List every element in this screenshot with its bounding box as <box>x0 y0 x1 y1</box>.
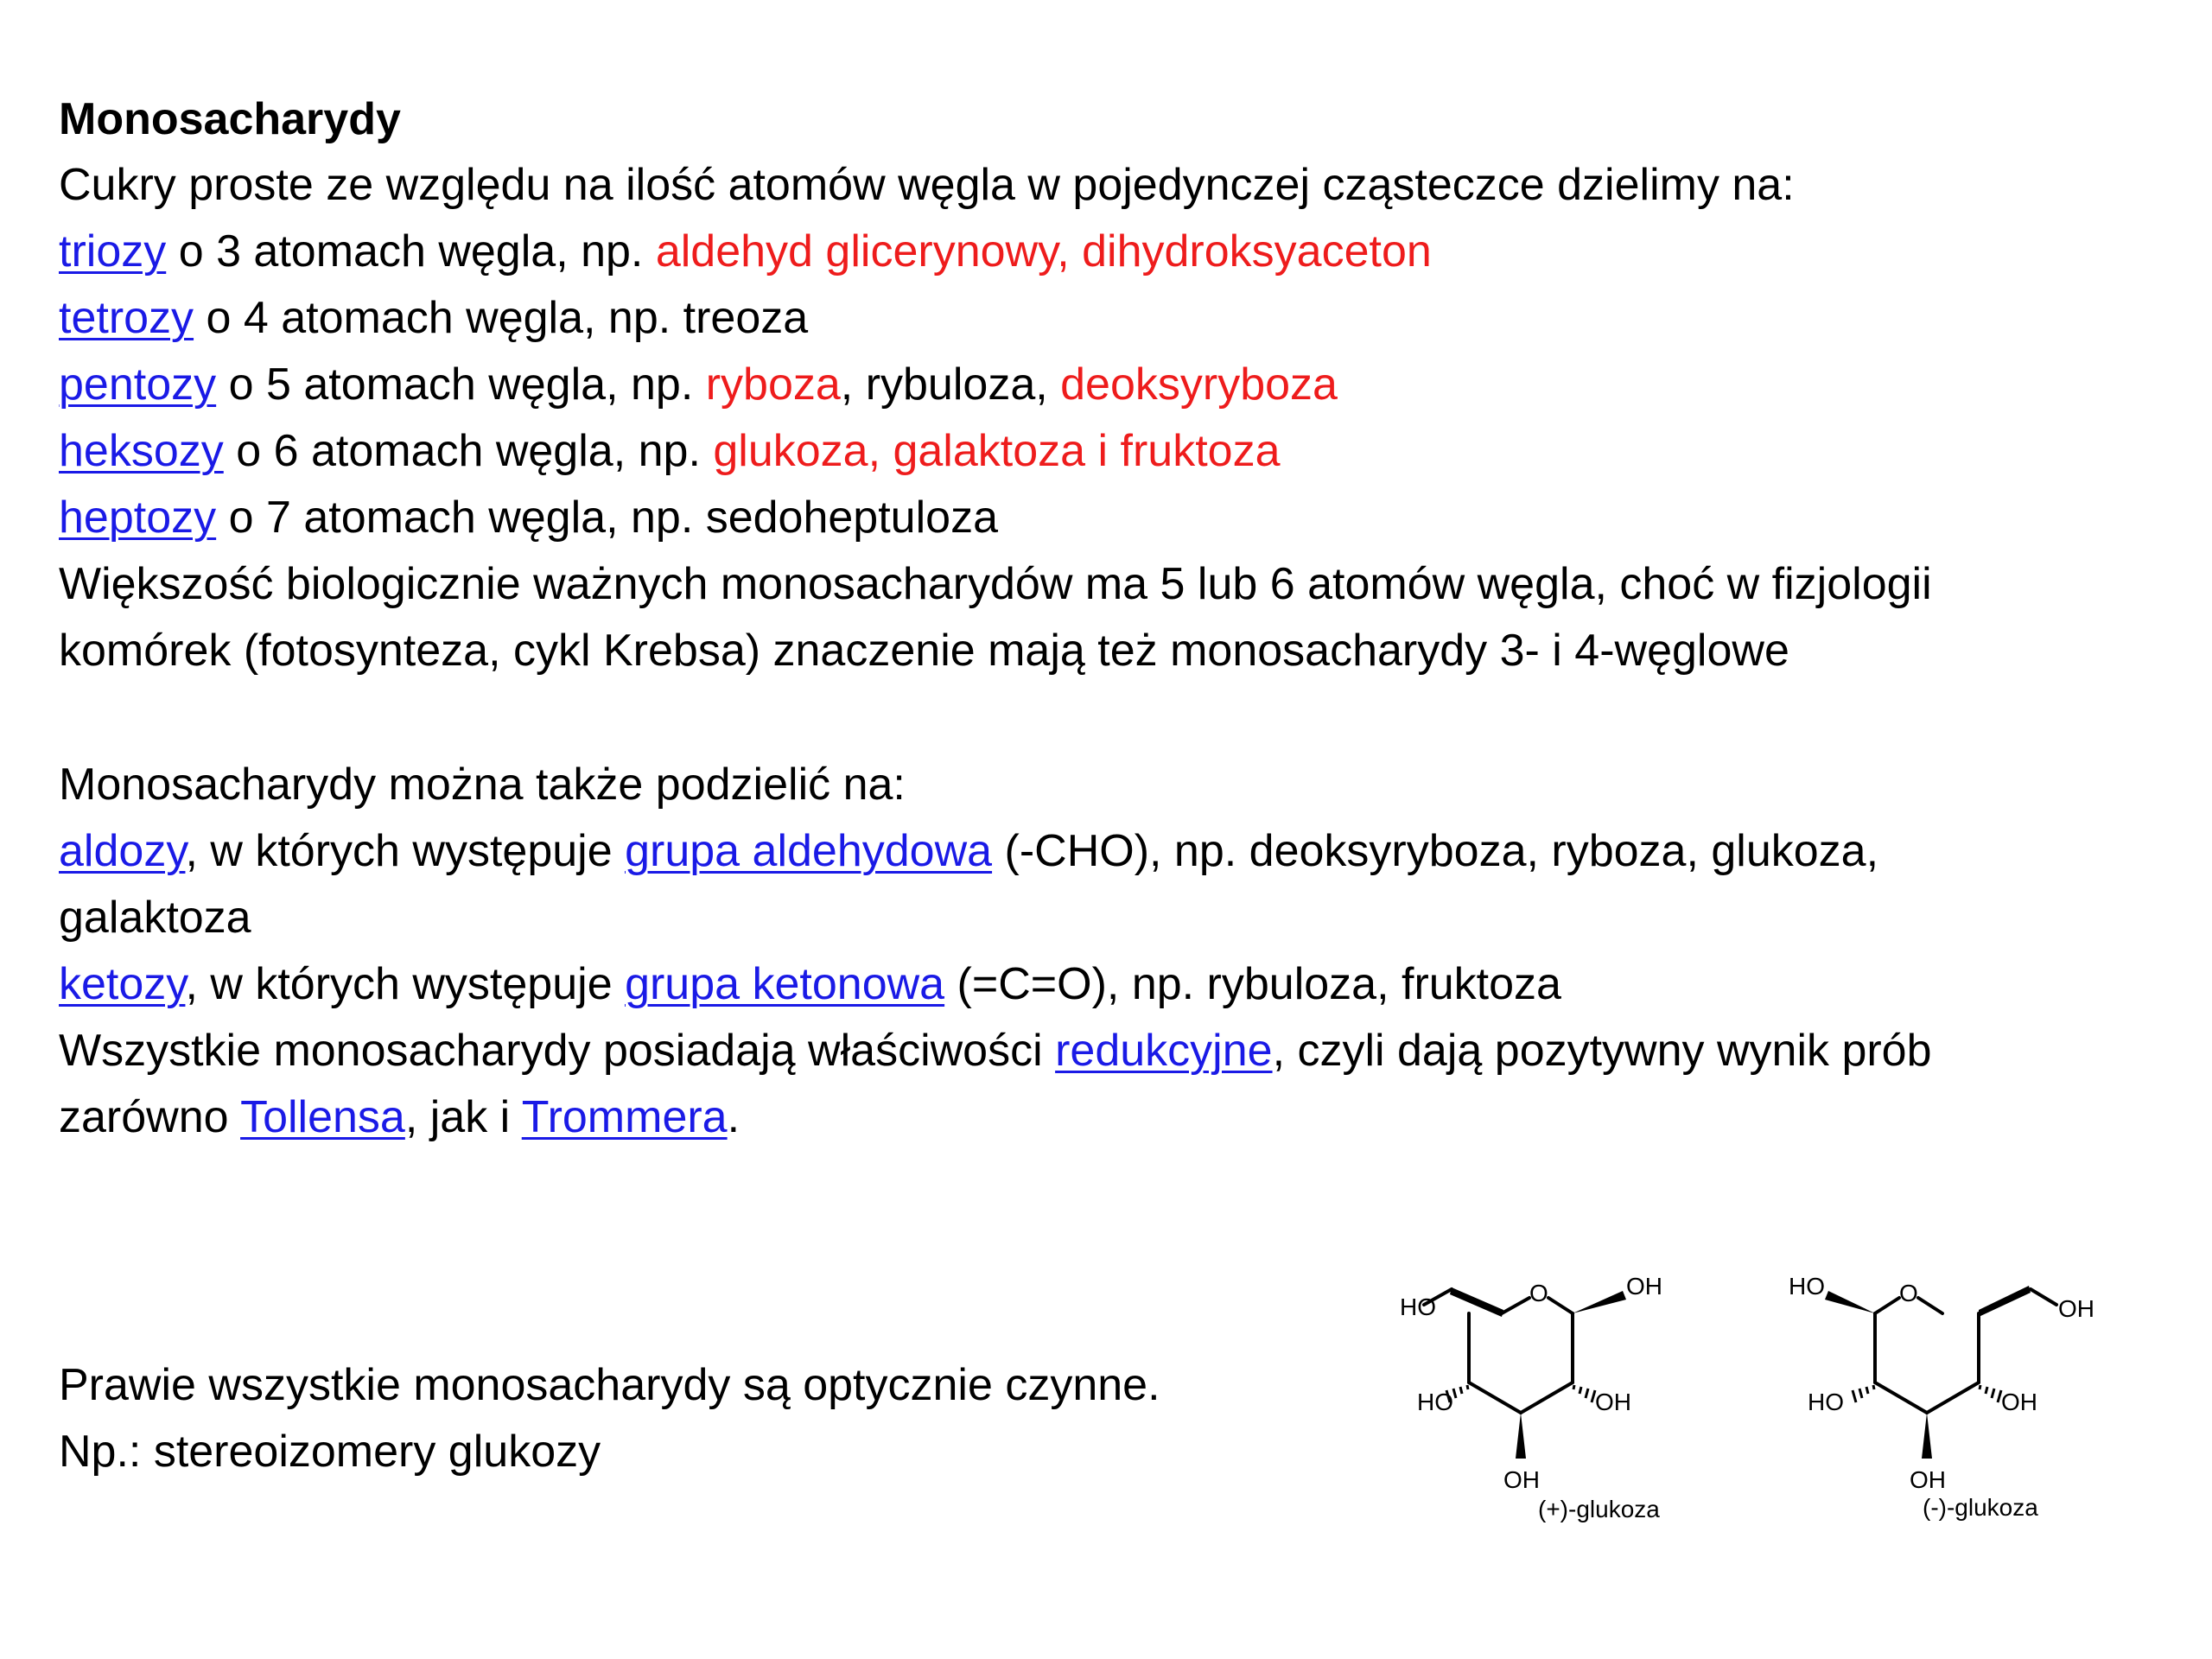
link-tetrozy[interactable]: tetrozy <box>59 293 194 343</box>
triozy-examples: aldehyd glicerynowy, dihydroksyaceton <box>655 226 1432 276</box>
link-ketozy[interactable]: ketozy <box>59 959 186 1009</box>
reducing-text-1: Wszystkie monosacharydy posiadają właściwości <box>59 1026 1056 1076</box>
reducing-text-2: , czyli dają pozytywny wynik prób <box>1272 1026 1932 1076</box>
link-trommera[interactable]: Trommera <box>521 1092 728 1142</box>
heptozy-desc: o 7 atomach węgla, np. sedoheptuloza <box>216 493 998 543</box>
ring-bond <box>1502 1298 1529 1313</box>
wedge-bond <box>1825 1291 1875 1313</box>
label-oh-mid: OH <box>2001 1389 2037 1415</box>
ring-bond <box>1521 1382 1573 1413</box>
aldozy-text-1: , w których występuje <box>185 826 626 876</box>
wedge-bond <box>1922 1413 1932 1459</box>
wedge-bond <box>1516 1413 1526 1459</box>
link-tollensa[interactable]: Tollensa <box>240 1092 405 1142</box>
link-triozy[interactable]: triozy <box>59 226 167 276</box>
label-oh-bottom: OH <box>1503 1466 1540 1493</box>
pentozy-example-deoksyryboza: deoksyryboza <box>1060 359 1338 410</box>
ketozy-text-2: (=C=O), np. rybuloza, fruktoza <box>944 959 1561 1009</box>
heksozy-desc: o 6 atomach węgla, np. <box>223 426 714 476</box>
ketozy-line <box>59 957 1561 1012</box>
triozy-desc: o 3 atomach węgla, np. <box>166 226 656 276</box>
also-divide-text: Monosacharydy można także podzielić na: <box>59 760 906 810</box>
link-pentozy[interactable]: pentozy <box>59 359 217 410</box>
plus-glukoza-diagram <box>1400 1244 1763 1521</box>
structure-plus-glukoza <box>1400 1244 1763 1521</box>
hashed-bond <box>1573 1385 1595 1402</box>
reducing-line2-text-1: zarówno <box>59 1092 241 1142</box>
list-item-heptozy <box>59 490 998 545</box>
reducing-line-1 <box>59 1023 1932 1078</box>
aldozy-line <box>59 823 1878 879</box>
ring-bond <box>1927 1382 1979 1413</box>
reducing-line2-text-2: , jak i <box>404 1092 522 1142</box>
structure-minus-glukoza <box>1771 1244 2186 1521</box>
reducing-line2-text-3: . <box>727 1092 741 1142</box>
link-redukcyjne[interactable]: redukcyjne <box>1055 1026 1273 1076</box>
optical-line-2: Np.: stereoizomery glukozy <box>59 1427 601 1477</box>
wedge-bond <box>1979 1286 2031 1317</box>
caption-plus-glukoza: (+)-glukoza <box>1538 1496 1660 1522</box>
ring-bond <box>1875 1298 1899 1313</box>
label-ho-top: HO <box>1400 1294 1436 1320</box>
hashed-bond <box>1980 1385 2001 1402</box>
label-oh-top: OH <box>2058 1295 2094 1322</box>
link-grupa-aldehydowa[interactable]: grupa aldehydowa <box>625 826 993 876</box>
label-oh-bottom: OH <box>1910 1466 1946 1493</box>
wedge-bond <box>1573 1291 1626 1313</box>
pentozy-example-ryboza: ryboza <box>705 359 841 410</box>
label-oh-mid: OH <box>1595 1389 1631 1415</box>
link-aldozy[interactable]: aldozy <box>59 826 186 876</box>
label-ring-o: O <box>1529 1280 1548 1306</box>
ring-bond <box>1875 1382 1927 1413</box>
label-ho-mid: HO <box>1808 1389 1844 1415</box>
link-heksozy[interactable]: heksozy <box>59 426 224 476</box>
list-item-heksozy <box>59 423 1281 479</box>
intro-text: Cukry proste ze względu na ilość atomów węgla w pojedynczej cząsteczce dzielimy na: <box>59 160 1795 210</box>
ring-bond <box>1469 1382 1521 1413</box>
list-item-triozy <box>59 224 1432 279</box>
aldozy-text-2: (-CHO), np. deoksyryboza, ryboza, glukoza, <box>992 826 1879 876</box>
ketozy-text-1: , w których występuje <box>185 959 626 1009</box>
caption-minus-glukoza: (-)-glukoza <box>1923 1494 2038 1521</box>
list-item-tetrozy <box>59 290 808 346</box>
link-heptozy[interactable]: heptozy <box>59 493 217 543</box>
link-grupa-ketonowa[interactable]: grupa ketonowa <box>625 959 945 1009</box>
list-item-pentozy <box>59 357 1338 412</box>
minus-glukoza-diagram <box>1771 1244 2186 1521</box>
aldozy-continuation: galaktoza <box>59 893 251 943</box>
reducing-line-2 <box>59 1090 740 1145</box>
slide-title: Monosacharydy <box>59 94 401 144</box>
pentozy-desc: o 5 atomach węgla, np. <box>216 359 706 410</box>
label-ho-mid: HO <box>1417 1389 1453 1415</box>
heksozy-examples: glukoza, galaktoza i fruktoza <box>713 426 1281 476</box>
tetrozy-desc: o 4 atomach węgla, np. treoza <box>194 293 809 343</box>
ring-bond <box>1548 1298 1573 1313</box>
ring-bond <box>1918 1298 1942 1313</box>
wedge-bond <box>1450 1287 1503 1317</box>
hashed-bond <box>1853 1385 1874 1402</box>
pentozy-mid: , rybuloza, <box>840 359 1061 410</box>
label-ho-top: HO <box>1789 1273 1825 1300</box>
optical-line-1: Prawie wszystkie monosacharydy są optycznie czynne. <box>59 1360 1160 1410</box>
majority-line-2: komórek (fotosynteza, cykl Krebsa) znaczenie mają też monosacharydy 3- i 4-węglowe <box>59 626 1789 676</box>
label-ring-o: O <box>1899 1280 1918 1306</box>
majority-line-1: Większość biologicznie ważnych monosacharydów ma 5 lub 6 atomów węgla, choć w fizjologii <box>59 559 1932 609</box>
ch2-bond <box>2031 1289 2056 1305</box>
label-oh-top: OH <box>1626 1273 1662 1300</box>
